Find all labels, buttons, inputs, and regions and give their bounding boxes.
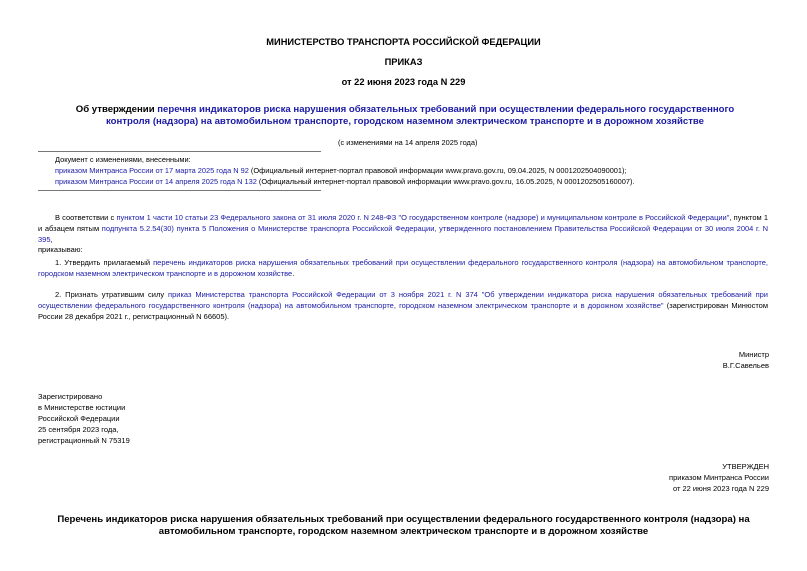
approved-block: [669, 461, 769, 494]
registration-block: [38, 391, 130, 446]
registration-line: в Министерстве юстиции: [38, 403, 126, 412]
preamble-text: , пунктом 1 и абзацем пятым: [38, 213, 769, 233]
approved-line: от 22 июня 2023 года N 229: [672, 484, 769, 493]
amendment-link[interactable]: приказом Минтранса России от 17 марта 2025 года N 92: [55, 166, 249, 175]
amendments-intro: Документ с изменениями, внесенными:: [55, 155, 191, 164]
list-title: Перечень индикаторов риска нарушения обязательных требований при осуществлении федерального государственного контроля (надзора) на автомобильном транспорте, городском наземном электрическом транспорте и в дорожном хозяйстве: [57, 514, 750, 537]
signature-position: Министр: [738, 350, 769, 359]
doc-type-heading: ПРИКАЗ: [384, 57, 423, 67]
title-link[interactable]: перечня индикаторов риска нарушения обязательных требований при осуществлении федерального государственного контроля (надзора) на автомобильном транспорте, городском наземном электрическом транспорте и в дорожном хозяйстве: [105, 104, 735, 127]
amendment-source: (Официальный интернет-портал правовой информации www.pravo.gov.ru, 09.04.2025, N 0001202504090001);: [248, 166, 627, 175]
preamble-text: В соответствии с: [55, 213, 117, 222]
repealed-order-link[interactable]: приказ Министерства транспорта Российской Федерации от 3 ноября 2021 г. N 374 "Об утверждении индикатора риска нарушения обязательных требований при осуществлении федерального государственного контроля (надзора) на автомобильном транспорте, городском наземном электрическом транспорте и в дорожном хозяйстве": [38, 290, 768, 310]
amendments-block: [55, 154, 775, 187]
item-text: 1. Утвердить прилагаемый: [55, 258, 154, 267]
preamble-text: ,: [50, 235, 53, 244]
amendment-link[interactable]: приказом Минтранса России от 14 апреля 2025 года N 132: [55, 177, 257, 186]
regulation-link[interactable]: подпункта 5.2.54(30) пункта 5 Положения о Министерстве транспорта Российской Федерации, утвержденного постановлением Правительства Российской Федерации от 30 июля 2004 г. N 395: [38, 224, 769, 244]
ministry-heading: МИНИСТЕРСТВО ТРАНСПОРТА РОССИЙСКОЙ ФЕДЕРАЦИИ: [266, 37, 541, 47]
registration-line: Зарегистрировано: [38, 392, 103, 401]
date-number-heading: от 22 июня 2023 года N 229: [341, 77, 466, 87]
registration-line: 25 сентября 2023 года,: [38, 425, 119, 434]
federal-law-link[interactable]: пунктом 1 части 10 статьи 23 Федерального закона от 31 июля 2020 г. N 248-ФЗ "О государственном контроле (надзоре) и муниципальном контроле в Российской Федерации": [116, 213, 730, 222]
order-word: приказываю:: [38, 245, 83, 254]
amendment-item: [55, 176, 775, 187]
divider-bottom: [38, 190, 321, 191]
divider-top: [38, 151, 321, 152]
approved-word: УТВЕРЖДЕН: [722, 462, 769, 471]
order-item-1: [38, 257, 768, 279]
item-text: (зарегистрирован Минюстом России 28 декабря 2021 г., регистрационный N 66605).: [38, 301, 768, 321]
order-item-2: [38, 289, 768, 322]
document-title: [55, 104, 755, 128]
amendment-item: [55, 165, 775, 176]
approved-line: приказом Минтранса России: [669, 473, 769, 482]
registration-line: регистрационный N 75319: [38, 436, 130, 445]
title-prefix: Об утверждении: [75, 104, 158, 115]
amendment-note: (с изменениями на 14 апреля 2025 года): [338, 138, 478, 147]
signature-name: В.Г.Савельев: [722, 361, 769, 370]
item-text: .: [292, 269, 295, 278]
signature-block: [723, 349, 769, 371]
item-text: 2. Признать утратившим силу: [55, 290, 169, 299]
approved-list-link[interactable]: перечень индикаторов риска нарушения обязательных требований при осуществлении федерального государственного контроля (надзора) на автомобильном транспорте, городском наземном электрическом транспорте и в дорожном хозяйстве: [38, 258, 768, 278]
amendment-source: (Официальный интернет-портал правовой информации www.pravo.gov.ru, 16.05.2025, N 0001202505160007).: [256, 177, 635, 186]
registration-line: Российской Федерации: [38, 414, 120, 423]
preamble-paragraph: [38, 212, 768, 245]
